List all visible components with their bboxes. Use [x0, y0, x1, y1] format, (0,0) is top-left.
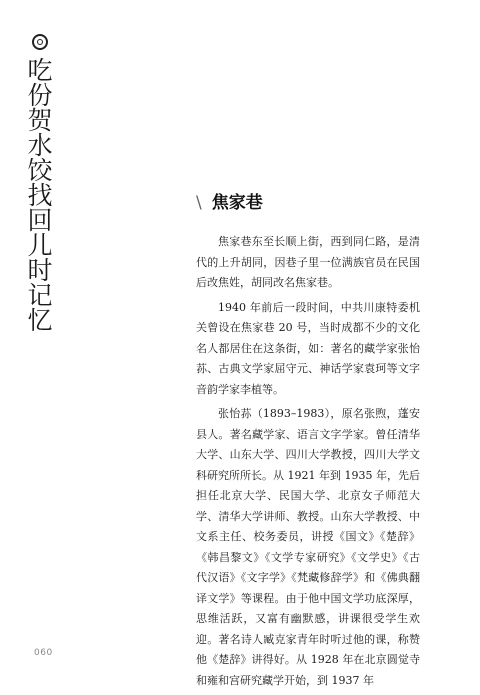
section-heading: [196, 188, 263, 213]
page-number: 060: [34, 648, 53, 658]
section-title: 焦家巷: [211, 193, 263, 213]
chapter-title-text: 吃份贺水饺找回儿时记忆: [27, 56, 53, 335]
paragraph: 1940 年前后一段时间，中共川康特委机关曾设在焦家巷 20 号，当时成都不少的文化名人都居住在这条街，如：著名的藏学家张怡荪、古典文学家屈守元、神话学家袁珂等文字音韵学家李植等。: [196, 300, 420, 396]
heading-marker: \: [196, 193, 202, 213]
paragraph: 焦家巷东至长顺上街，西到同仁路，是清代的上升胡同，因巷子里一位满族官员在民国后改焦姓，胡同改名焦家巷。: [196, 235, 420, 289]
double-circle-icon: [32, 34, 48, 50]
paragraph: 张怡荪（1893–1983），原名张煦，蓬安县人。著名藏学家、语言文字学家。曾任清华大学、山东大学、四川大学教授，四川大学文科研究所所长。从 1921 年到 1935 年，先后担任北京大学、民国大学、北京女子师范大学、清华大学讲师、教授。山东大学教授、中文系主任、校务委员，讲授《国文》《楚辞》《韩昌黎文》《文学专家研究》《文学史》《古代汉语》《文字学》《梵藏修辞学》和《佛典翻译文学》等课程。由于他中国文学功底深厚，思维活跃，又富有幽默感，讲课很受学生欢迎。著名诗人臧克家青年时听过他的课，称赞他《楚辞》讲得好。从 1928 年在北京圆觉寺和雍和宫研究藏学开始，到 1937 年: [196, 407, 420, 687]
vertical-chapter-title: [20, 34, 60, 333]
body-text: [196, 232, 420, 695]
